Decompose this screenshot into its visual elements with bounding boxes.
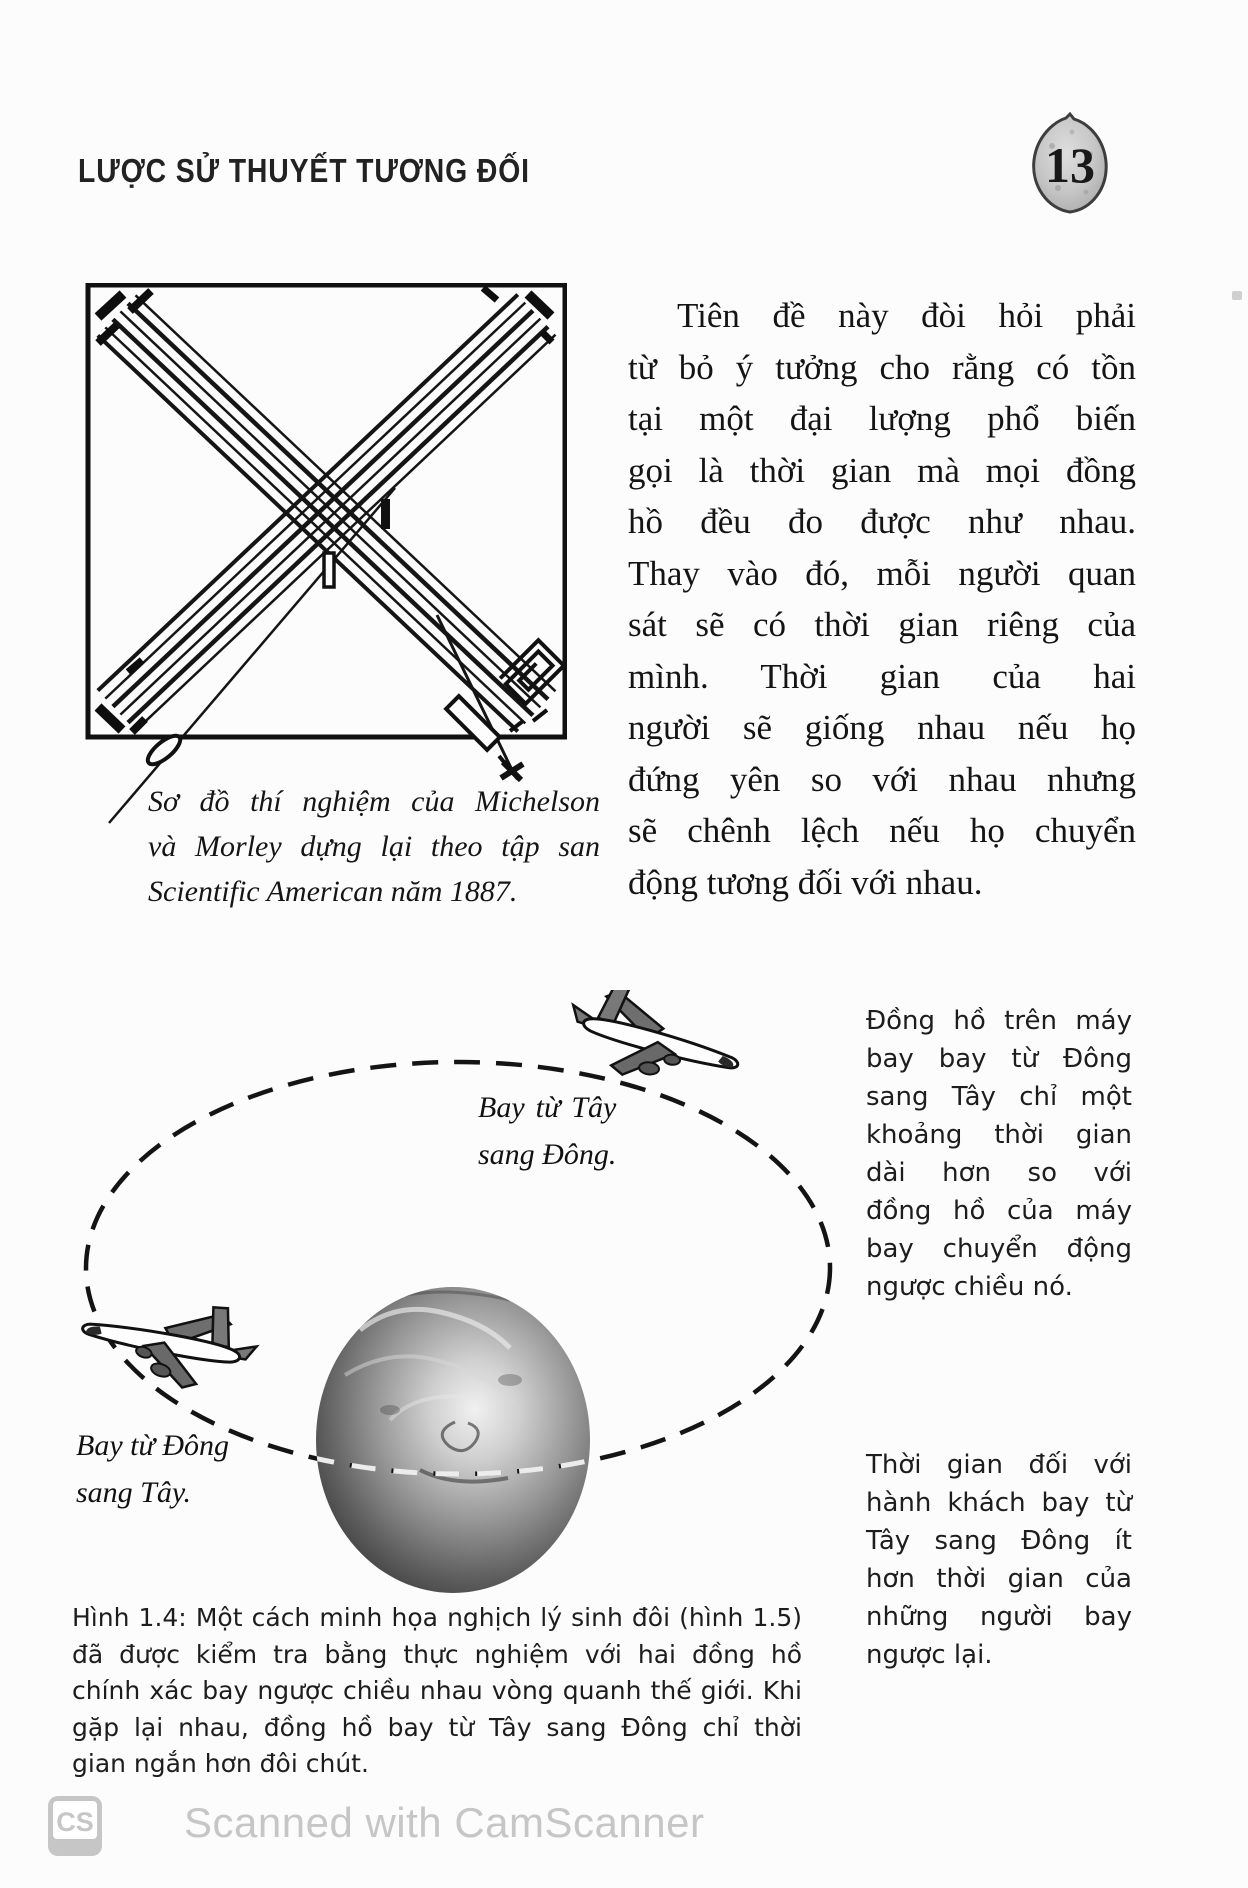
compensator-plate <box>381 499 390 529</box>
beam-splitter <box>324 553 334 587</box>
page-title: LƯỢC SỬ THUYẾT TƯƠNG ĐỐI <box>78 152 530 189</box>
scan-artifact <box>1232 291 1242 300</box>
label-east-to-west: Bay từ Đông sang Tây. <box>76 1429 230 1509</box>
airplane-east-to-west-icon <box>75 1264 265 1407</box>
leaf-badge-icon <box>1028 110 1112 216</box>
watermark-text: Scanned with CamScanner <box>184 1799 705 1846</box>
twin-paradox-figure <box>60 990 860 1610</box>
label-west-to-east: Bay từ Tây sang Đông. <box>478 1091 617 1171</box>
adjusting-screw <box>499 756 523 780</box>
figure-caption: Hình 1.4: Một cách minh họa nghịch lý sinh đôi (hình 1.5) đã được kiểm tra bằng thực nghiệm với hai đồng hồ chính xác bay ngược chiều nhau vòng quanh thế giới. Khi gặp lại nhau, đồng hồ bay từ Tây sang Đông chỉ thời gian ngắn hơn đôi chút. <box>72 1603 802 1778</box>
airplane-west-to-east-icon <box>567 990 745 1086</box>
diagram-frame <box>88 285 565 737</box>
page-number: 13 <box>1045 137 1095 193</box>
light-beams <box>98 295 556 732</box>
svg-text:CS: CS <box>56 1807 94 1837</box>
page-number-badge <box>1028 110 1112 216</box>
side-note-westbound-passenger: Thời gian đối với hành khách bay từ Tây sang Đông ít hơn thời gian của những người bay ngược lại. <box>866 1450 1132 1670</box>
michelson-caption: Sơ đồ thí nghiệm của Michelson và Morley dựng lại theo tập san Scientific American năm 1887. <box>148 785 600 908</box>
earth-globe <box>316 1287 590 1593</box>
screw-shaft-line <box>437 615 513 772</box>
camscanner-logo-icon <box>46 1794 104 1858</box>
michelson-interferometer-diagram <box>85 283 567 828</box>
main-paragraph: Tiên đề này đòi hỏi phải từ bỏ ý tưởng cho rằng có tồn tại một đại lượng phổ biến gọi là thời gian mà mọi đồng hồ đều đo được như nhau. Thay vào đó, mỗi người quan sát sẽ có thời gian riêng của mình. Thời gian của hai người sẽ giống nhau nếu họ đứng yên so với nhau nhưng sẽ chênh lệch nếu họ chuyển động tương đối với nhau. <box>628 296 1136 902</box>
side-note-eastbound-clock: Đồng hồ trên máy bay bay từ Đông sang Tây chỉ một khoảng thời gian dài hơn so với đồng hồ của máy bay chuyển động ngược chiều nó. <box>866 1006 1132 1302</box>
